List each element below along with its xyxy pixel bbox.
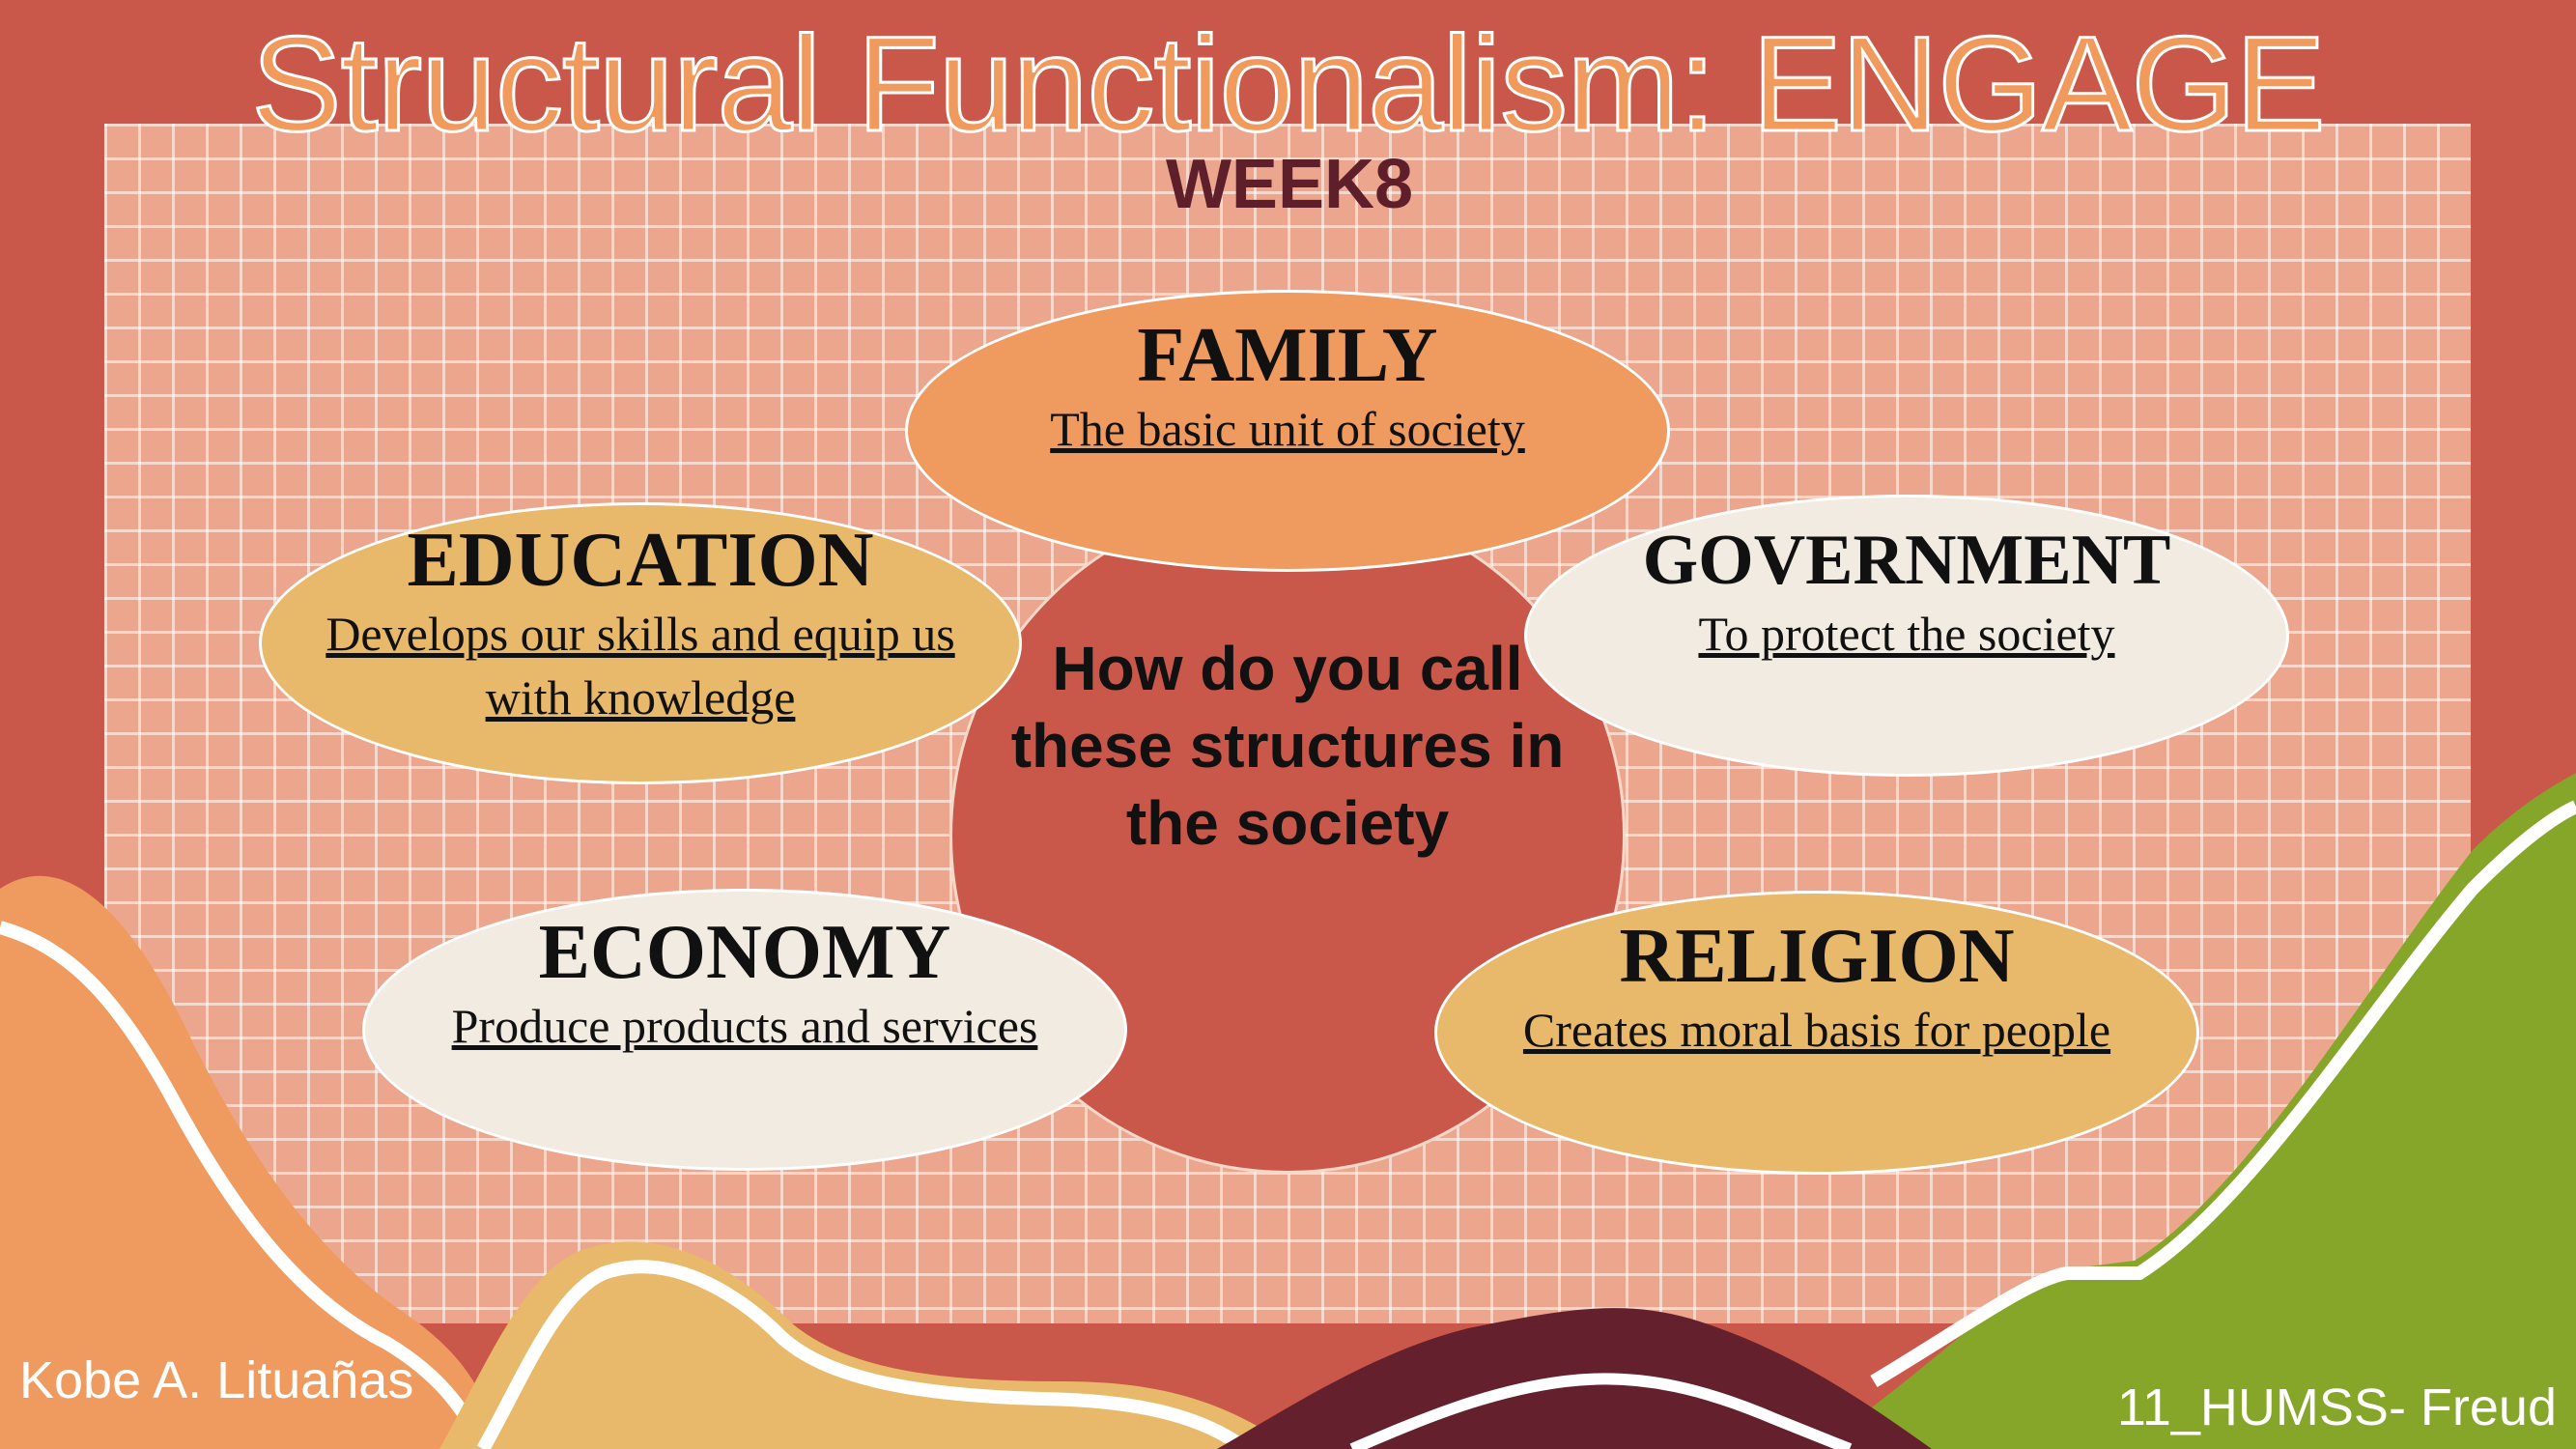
- government-node: [1524, 495, 2289, 777]
- slide-title: Structural Functionalism: ENGAGE: [251, 8, 2325, 159]
- week-label: WEEK8: [1165, 146, 1414, 223]
- education-title: EDUCATION: [407, 518, 874, 603]
- family-title: FAMILY: [1137, 313, 1438, 398]
- government-title: GOVERNMENT: [1642, 521, 2171, 600]
- center-question: How do you call these structures in the society: [1010, 634, 1565, 858]
- economy-description: Produce products and services: [451, 999, 1038, 1053]
- government-description: To protect the society: [1698, 607, 2115, 661]
- section-name: 11_HUMSS- Freud: [2116, 1378, 2557, 1436]
- economy-node: [362, 889, 1127, 1171]
- education-node: [259, 502, 1022, 784]
- author-name: Kobe A. Lituañas: [19, 1351, 414, 1409]
- education-description: Develops our skills and equip us with knowledge: [326, 607, 955, 724]
- religion-title: RELIGION: [1619, 914, 2015, 999]
- religion-description: Creates moral basis for people: [1522, 1003, 2111, 1057]
- family-description: The basic unit of society: [1050, 402, 1525, 456]
- economy-title: ECONOMY: [538, 910, 951, 995]
- religion-node: [1434, 891, 2199, 1175]
